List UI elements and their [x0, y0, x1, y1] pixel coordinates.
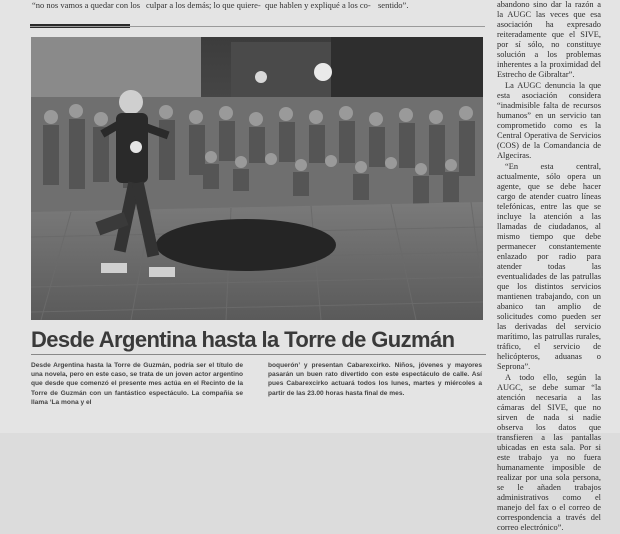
top-fragment-3: que hablen y expliqué a los co-: [265, 0, 371, 10]
right-paragraph-3: “En esta central, actualmente, sólo opera un agente, que se debe hacer cargo de atender cuatro líneas telefónicas, entre las que se incluye la atención a las llamadas de ciudadanos, al mismo tiempo que debe permanecer constantemente enlazado por radio para atender todas las eventualidades de las patrullas que los distintos servicios mantienen trabajando, con un abanico tan amplio de solicitudes como pueden ser las derivadas del servicio marítimo, las patrullas rurales, tráfico, el servicio de helicópteros, aduanas o Seprona”.: [497, 162, 601, 371]
top-fragment-4: sentido”.: [378, 0, 409, 10]
right-paragraph-1: abandono sino dar la razón a la AUGC las veces que esa asociación ha expresado reiteradamente que el SIVE, por sí sólo, no constituye solución a los problemas inherentes a la proximidad del Estrecho de Gibraltar”.: [497, 0, 601, 79]
right-article-column: [497, 0, 601, 534]
caption-text-1: Desde Argentina hasta la Torre de Guzmán, podría ser el título de una novela, pero en este caso, se trata de un joven actor argentino que desde que comenzó el presente mes actúa en el Recinto de la Torre de Guzmán con un fantástico espectáculo. La compañía se llama ‘La mona y el: [31, 362, 243, 406]
photo-illustration: [31, 37, 483, 320]
right-paragraph-2: La AUGC denuncia la que esta asociación considera “inadmisible falta de recursos humanos” en un servicio tan comprometido como es la Central Operativa de Servicios (COS) de la Comandancia de Algeciras.: [497, 81, 601, 160]
caption-text-2: boquerón’ y presentan Cabarexcirko. Niños, jóvenes y mayores pasarán un buen rato divertido con este espectáculo de calle. Así pues Cabarexcirko actuará todos los lunes, martes y miércoles a partir de las 23.00 horas hasta final de mes.: [268, 362, 482, 397]
headline: Desde Argentina hasta la Torre de Guzmán: [31, 327, 455, 352]
right-paragraph-4: A todo ello, según la AUGC, se debe sumar “la atención necesaria a las cámaras del SIVE, que no sirven de nada si nadie observa los datos que transfieren a las pantallas ubicadas en esta sala. Por si este trabajo ya no fuera humanamente imposible de realizar por una sola persona, se le añaden trabajos administrativos como el manejo del fax o el correo de correspondencia a través del correo electrónico”.: [497, 373, 601, 532]
section-rule-thin: [30, 26, 485, 27]
top-fragment-2: culpar a los demás; lo que quiere-: [146, 0, 261, 10]
caption-column-2: [268, 361, 482, 398]
top-fragment-1: “no nos vamos a quedar con los: [32, 0, 141, 10]
headline-rule: [31, 354, 486, 355]
street-performance-photo: [31, 37, 483, 320]
caption-column-1: [31, 361, 243, 407]
